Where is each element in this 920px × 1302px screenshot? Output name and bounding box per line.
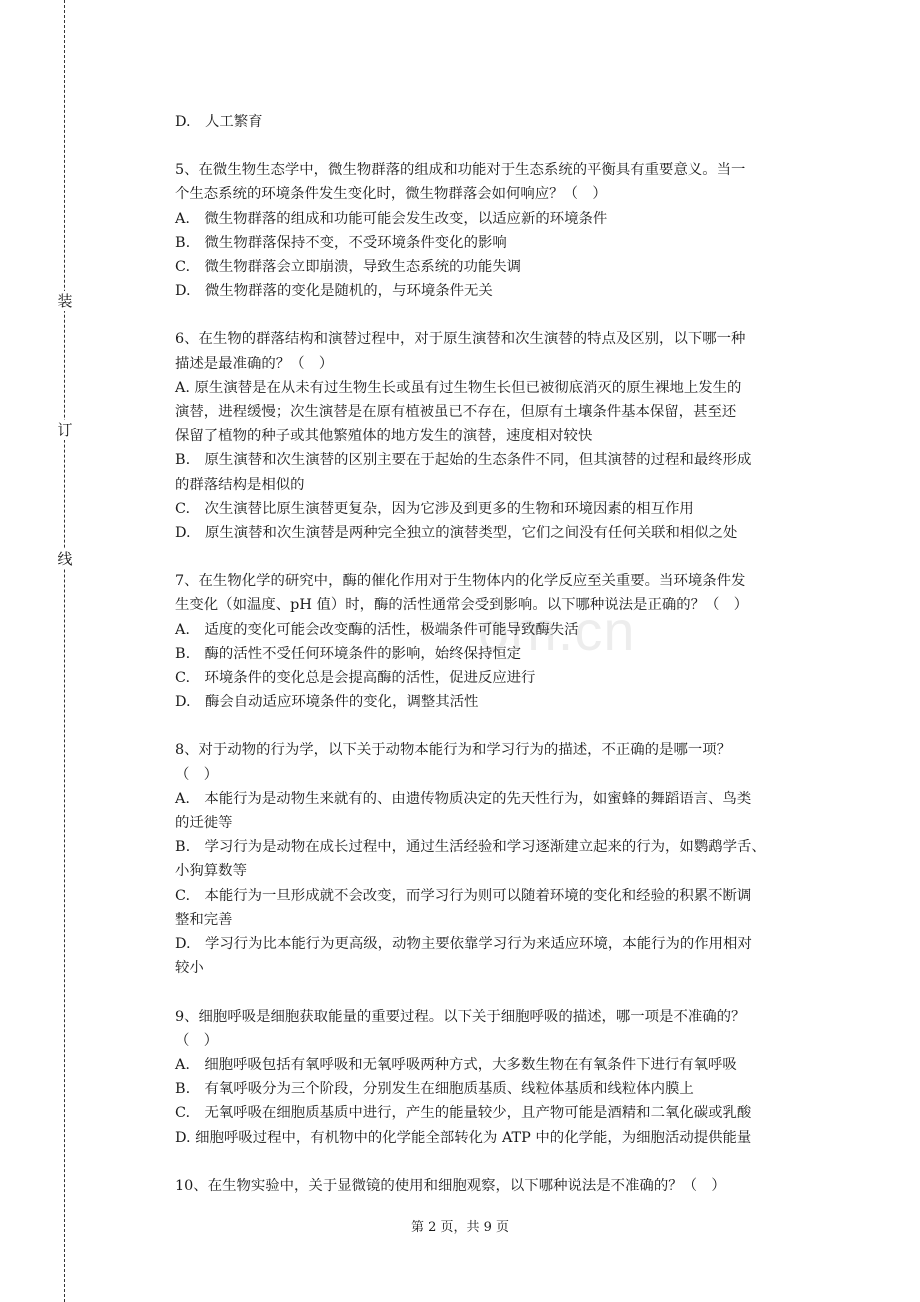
question-line: 的群落结构是相似的: [175, 476, 305, 493]
binding-char-zhuang: 装: [57, 292, 73, 310]
question-line: （ ）: [175, 1032, 219, 1049]
question-block: [175, 569, 815, 714]
question-line: 整和完善: [175, 911, 233, 928]
binding-dashed-line: [64, 0, 65, 1302]
watermark: om.cn: [478, 599, 636, 662]
question-line: 较小: [175, 960, 204, 977]
question-line: A. 适度的变化可能会改变酶的活性，极端条件可能导致酶失活: [175, 621, 579, 638]
question-line: B. 学习行为是动物在成长过程中，通过生活经验和学习逐渐建立起来的行为，如鹦鹉学舌、: [175, 839, 766, 856]
page-footer: 第 2 页，共 9 页: [410, 1220, 510, 1235]
question-line: 9、细胞呼吸是细胞获取能量的重要过程。以下关于细胞呼吸的描述，哪一项是不准确的？: [175, 1008, 746, 1025]
question-line: C. 次生演替比原生演替更复杂，因为它涉及到更多的生物和环境因素的相互作用: [175, 500, 694, 517]
question-line: 个生态系统的环境条件发生变化时，微生物群落会如何响应？（ ）: [175, 186, 607, 203]
question-block: [175, 158, 815, 303]
question-block: [175, 1005, 815, 1150]
question-line: 10、在生物实验中，关于显微镜的使用和细胞观察，以下哪种说法是不准确的？（ ）: [175, 1177, 726, 1194]
question-line: 保留了植物的种子或其他繁殖体的地方发生的演替，速度相对较快: [175, 428, 593, 445]
question-line: D. 细胞呼吸过程中，有机物中的化学能全部转化为 ATP 中的化学能，为细胞活动提供能量: [175, 1129, 752, 1146]
question-line: A. 原生演替是在从未有过生物生长或虽有过生物生长但已被彻底消灭的原生裸地上发生的: [175, 379, 742, 396]
question-line: C. 无氧呼吸在细胞质基质中进行，产生的能量较少，且产物可能是酒精和二氧化碳或乳酸: [175, 1105, 752, 1122]
question-line: 8、对于动物的行为学，以下关于动物本能行为和学习行为的描述，不正确的是哪一项？: [175, 742, 732, 759]
question-line: B. 原生演替和次生演替的区别主要在于起始的生态条件不同，但其演替的过程和最终形成: [175, 452, 752, 469]
question-line: A. 本能行为是动物生来就有的、由遗传物质决定的先天性行为，如蜜蜂的舞蹈语言、鸟类: [175, 790, 752, 807]
question-line: A. 细胞呼吸包括有氧呼吸和无氧呼吸两种方式，大多数生物在有氧条件下进行有氧呼吸: [175, 1056, 737, 1073]
question-line: 6、在生物的群落结构和演替过程中，对于原生演替和次生演替的特点及区别，以下哪一种: [175, 331, 746, 348]
binding-char-xian: 线: [57, 550, 73, 568]
question-line: D. 微生物群落的变化是随机的，与环境条件无关: [175, 283, 493, 300]
question-line: （ ）: [175, 766, 219, 783]
question-block: [175, 1174, 815, 1198]
question-line: 描述是最准确的？（ ）: [175, 355, 334, 372]
question-line: D. 人工繁育: [175, 114, 263, 130]
question-line: 的迁徙等: [175, 815, 233, 832]
question-line: 演替，进程缓慢；次生演替是在原有植被虽已不存在，但原有土壤条件基本保留，甚至还: [175, 404, 737, 421]
question-line: D. 原生演替和次生演替是两种完全独立的演替类型，它们之间没有任何关联和相似之处: [175, 525, 738, 542]
question-line: B. 微生物群落保持不变，不受环境条件变化的影响: [175, 234, 507, 251]
question-line: 小狗算数等: [175, 863, 247, 880]
question-line: B. 有氧呼吸分为三个阶段，分别发生在细胞质基质、线粒体基质和线粒体内膜上: [175, 1081, 694, 1098]
question-line: B. 酶的活性不受任何环境条件的影响，始终保持恒定: [175, 645, 522, 662]
question-block: [175, 110, 815, 134]
question-content: [175, 110, 815, 1222]
question-line: A. 微生物群落的组成和功能可能会发生改变，以适应新的环境条件: [175, 210, 608, 227]
question-line: C. 本能行为一旦形成就不会改变，而学习行为则可以随着环境的变化和经验的积累不断调: [175, 887, 752, 904]
question-line: 5、在微生物生态学中，微生物群落的组成和功能对于生态系统的平衡具有重要意义。当一: [175, 162, 746, 179]
question-line: D. 学习行为比本能行为更高级，动物主要依靠学习行为来适应环境，本能行为的作用相对: [175, 936, 752, 953]
binding-char-ding: 订: [57, 421, 73, 439]
question-block: [175, 738, 815, 980]
question-line: 7、在生物化学的研究中，酶的催化作用对于生物体内的化学反应至关重要。当环境条件发: [175, 573, 746, 590]
question-line: D. 酶会自动适应环境条件的变化，调整其活性: [175, 694, 479, 711]
question-block: [175, 327, 815, 545]
question-line: C. 环境条件的变化总是会提高酶的活性，促进反应进行: [175, 670, 536, 687]
question-line: 生变化（如温度、pH 值）时，酶的活性通常会受到影响。以下哪种说法是正确的？（ ）: [175, 597, 749, 614]
question-line: C. 微生物群落会立即崩溃，导致生态系统的功能失调: [175, 259, 522, 276]
